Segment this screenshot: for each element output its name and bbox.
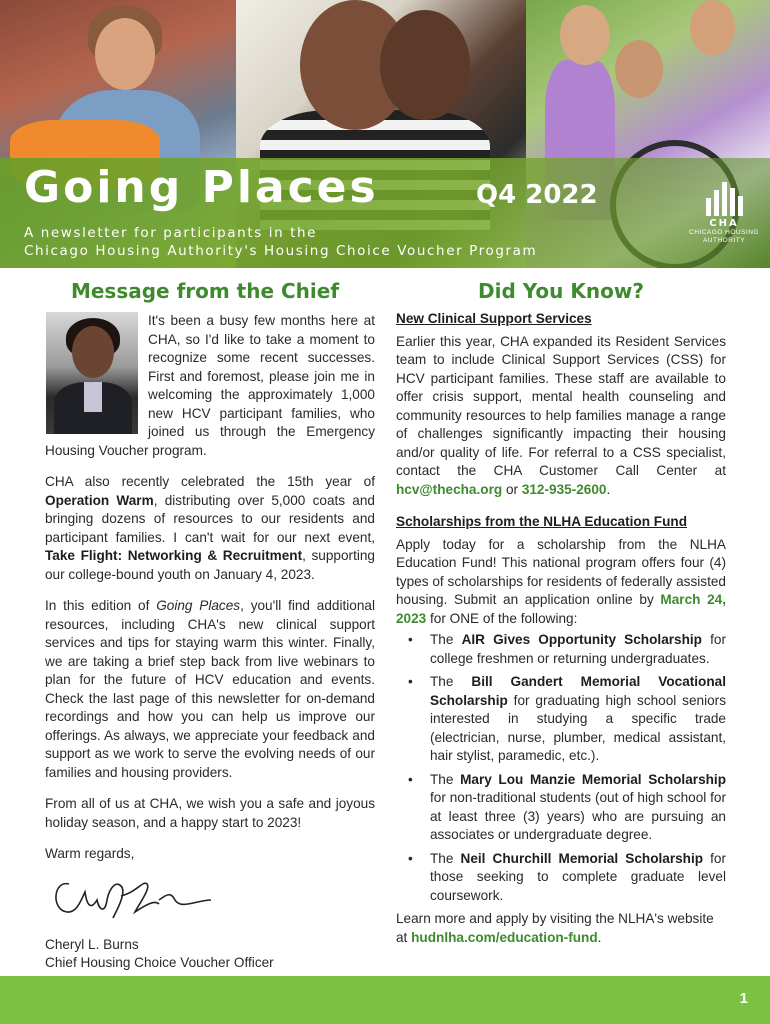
chief-paragraph-3: In this edition of Going Places, you'll find additional resources, including CHA's new clinical support services and tips for staying warm this winter. Finally, we are taking a brief step back from live webinars to plan for the future of HCV education and events. Check the last page of this newsletter for on-demand recordings and how you can help us improve our offerings. As always, we appreciate your feedback and support as we work to serve the evolving needs of our families and housing providers.	[45, 598, 376, 780]
chief-paragraph-2: CHA also recently celebrated the 15th year of Operation Warm, distributing over 5,000 coats and bringing dozens of resources to our residents and participant families. I can't wait for our next event, Take Flight: Networking & Recruitment, supporting our college-bound youth on January 4, 2023.	[45, 474, 375, 582]
nlha-website-link[interactable]: hudnlha.com/education-fund	[411, 929, 598, 945]
list-item: • The Mary Lou Manzie Memorial Scholarship for non-traditional students (out of high school for at least three (3) years) who are pursuing an associates or undergraduate degree.	[396, 771, 726, 845]
cha-logo-name: CHA	[709, 218, 739, 229]
scholarships-heading: Scholarships from the NLHA Education Fund	[396, 514, 688, 529]
signatory-title: Chief Housing Choice Voucher Officer	[45, 955, 274, 970]
newsletter-subtitle	[24, 224, 537, 260]
did-you-know-heading: Did You Know?	[478, 279, 644, 303]
cha-logo-sub-2: AUTHORITY	[702, 237, 746, 244]
learn-more-text: Learn more and apply by visiting the NLHA's website at hudnlha.com/education-fund.	[396, 911, 714, 945]
clinical-support-body: Earlier this year, CHA expanded its Resident Services team to include Clinical Support Services (CSS) for HCV participant families. These staff are available to offer crisis support, mental health counseling and community resources to help families manage a range of challenges significantly impacting their housing and/or quality of life. For referral to a CSS specialist, contact the CHA Customer Call Center at hcv@thecha.org or 312-935-2600.	[396, 333, 726, 497]
phone-link[interactable]: 312-935-2600	[521, 481, 607, 497]
page-number: 1	[739, 990, 748, 1007]
take-flight-label: Take Flight: Networking & Recruitment	[45, 548, 303, 563]
list-item: • The Bill Gandert Memorial Vocational Scholarship for graduating high school seniors interested in studying a specific trade (electrician, nurse, plumber, medical assistant, hair stylist, paramedic, etc.).	[396, 673, 726, 766]
list-item: • The AIR Gives Opportunity Scholarship for college freshmen or returning undergraduates.	[396, 631, 726, 668]
did-you-know-column	[396, 278, 726, 947]
list-item: • The Neil Churchill Memorial Scholarship for those seeking to complete graduate level coursework.	[396, 850, 726, 906]
chief-paragraph-1: It's been a busy few months here at CHA, so I'd like to take a moment to recognize some recent successes. First and foremost, please join me in welcoming the approximately 1,000 new HCV participant families, who joined us through the Emergency Housing Voucher program.	[45, 313, 375, 458]
newsletter-title: Going Places	[24, 162, 379, 213]
scholarships-body: Apply today for a scholarship from the NLHA Education Fund! This national program offers four (4) types of scholarships for residents of federally assisted housing. Submit an application online by March 24, 2023 for ONE of the following:	[396, 536, 726, 626]
chief-portrait	[46, 312, 138, 434]
chief-message-heading: Message from the Chief	[70, 279, 340, 303]
cha-logo-sub-1: CHICAGO HOUSING	[689, 229, 759, 236]
chief-paragraph-4: From all of us at CHA, we wish you a safe and joyous holiday season, and a happy start to 2023!	[45, 796, 375, 830]
issue-quarter: Q4 2022	[476, 180, 598, 210]
email-link[interactable]: hcv@thecha.org	[396, 481, 503, 497]
subtitle-line-1: A newsletter for participants in the	[24, 225, 318, 241]
scholarship-list	[396, 631, 726, 905]
signatory-name: Cheryl L. Burns	[45, 936, 139, 952]
signature-image	[47, 870, 375, 930]
footer-bar	[0, 976, 770, 1024]
cha-logo	[684, 180, 764, 245]
clinical-support-heading: New Clinical Support Services	[396, 311, 592, 326]
operation-warm-label: Operation Warm	[45, 492, 154, 508]
subtitle-line-2: Chicago Housing Authority's Housing Choice Voucher Program	[24, 243, 538, 259]
cha-skyline-icon	[684, 180, 764, 216]
masthead	[0, 0, 770, 268]
chief-message-column	[45, 278, 375, 973]
deadline-date: March 24, 2023	[396, 592, 726, 626]
closing-text: Warm regards,	[45, 846, 135, 861]
going-places-italic: Going Places	[156, 598, 241, 613]
